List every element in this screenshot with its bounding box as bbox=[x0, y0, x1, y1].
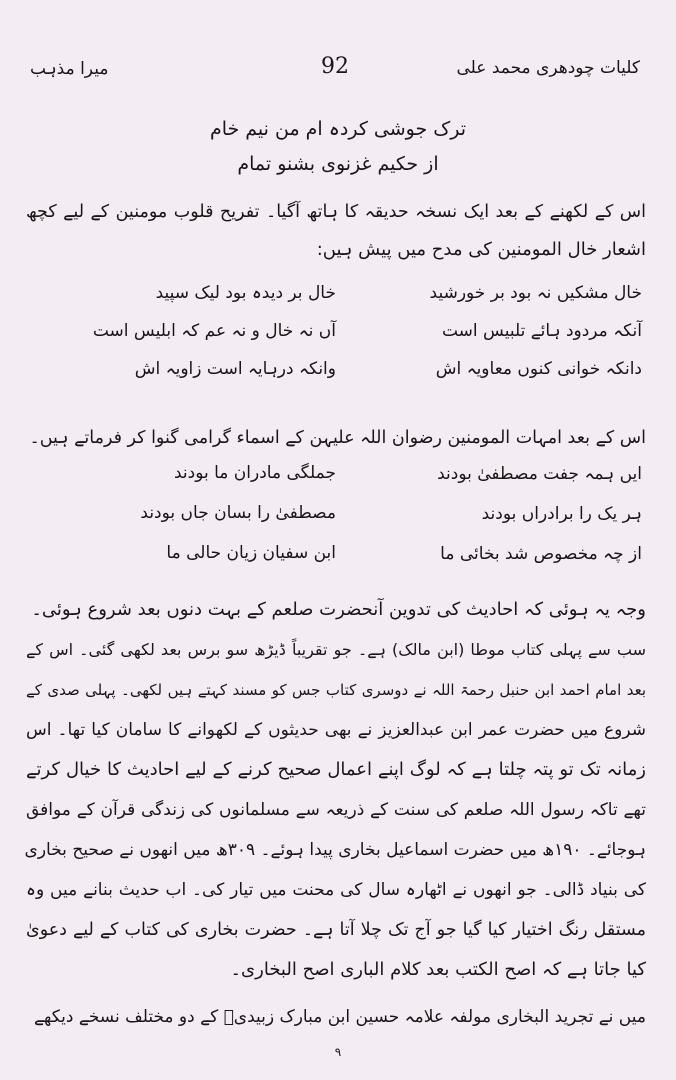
paragraph-line: ہوجائے۔ ۱۹۰ھ میں حضرت اسماعیل بخاری پیدا ہوئے۔ ۳۰۹ھ میں انھوں نے صحیح بخاری bbox=[24, 840, 646, 860]
paragraph-line: شروع میں حضرت عمر ابن عبدالعزیز نے بھی حدیثوں کے لکھوانے کا سامان کیا تھا۔ اس bbox=[26, 720, 646, 740]
chapter-title: میرا مذہب bbox=[30, 59, 109, 79]
paragraph-line: کیا جاتا ہے کہ اصح الکتب بعد کلام الباری اصح البخاری۔ bbox=[230, 959, 646, 980]
paragraph-line: سب سے پہلی کتاب موطا (ابن مالک) ہے۔ جو تقریباً ڈیڑھ سو برس بعد لکھی گئی۔ اس کے bbox=[26, 640, 646, 659]
verse-half: دانکہ خوانی کنوں معاویہ اش bbox=[435, 359, 642, 379]
verse-half: آں نہ خال و نہ عم کہ ابلیس است bbox=[92, 321, 336, 341]
verse-half: ایں ہمہ جفت مصطفیٰ بودند bbox=[437, 464, 642, 484]
paragraph-line: تھے تاکہ رسول اللہ صلعم کی سنت کے ذریعہ سے مسلمانوں کی زندگی قرآن کے موافق bbox=[26, 800, 646, 820]
verse-title-2: از حکیم غزنوی بشنو تمام bbox=[237, 153, 439, 175]
verse-title-1: ترک جوشی کردہ ام من نیم خام bbox=[209, 118, 467, 140]
paragraph-line: اشعار خال المومنین کی مدح میں پیش ہیں: bbox=[316, 239, 646, 260]
paragraph-line: اس کے بعد امہات المومنین رضوان اللہ علیہن کے اسماء گرامی گنوا کر فرماتے ہیں۔ bbox=[29, 428, 646, 448]
verse-half: از چہ مخصوص شد بخائی ما bbox=[440, 544, 642, 564]
page-header bbox=[30, 52, 640, 86]
paragraph-line: کی بنیاد ڈالی۔ جو انھوں نے اٹھارہ سال کی محنت میں تیار کی۔ اب حدیث بنانے میں وہ bbox=[26, 880, 646, 900]
verse-half: وانکہ درہایہ است زاویہ اش bbox=[134, 359, 336, 379]
verse-half: جملگی مادران ما بودند bbox=[173, 463, 336, 483]
page-number: 92 bbox=[321, 54, 349, 79]
paragraph-line: مستقل رنگ اختیار کیا گیا جو آج تک چلا آتا ہے۔ حضرت بخاری کی کتاب کے لیے دعویٰ bbox=[26, 920, 646, 940]
verse-half: خال بر دیدہ بود لیک سپید bbox=[155, 283, 336, 303]
paragraph-line: اس کے لکھنے کے بعد ایک نسخہ حدیقہ کا ہاتھ آگیا۔ تفریح قلوب مومنین کے لیے کچھ bbox=[26, 202, 646, 222]
verse-half: ہر یک را برادراں بودند bbox=[481, 504, 642, 524]
paragraph-line: بعد امام احمد ابن حنبل رحمۃ اللہ نے دوسری کتاب جس کو مسند کہتے ہیں لکھی۔ پہلی صدی کے bbox=[26, 681, 646, 699]
verse-half: خال مشکیں نہ بود بر خورشید bbox=[429, 283, 642, 303]
book-title: کلیات چودھری محمد علی bbox=[456, 58, 640, 78]
paragraph-line: میں نے تجرید البخاری مولفہ علامہ حسین ابن مبارک زبیدیؒ کے دو مختلف نسخے دیکھے bbox=[33, 1007, 646, 1027]
verse-half: ابن سفیان زیان حالی ما bbox=[166, 543, 336, 563]
paragraph-line: زمانہ تک تو پتہ چلتا ہے کہ لوگ اپنے اعمال صحیح کرنے کے لیے احادیث کا خیال کرتے bbox=[26, 759, 646, 780]
paragraph-line: وجہ یہ ہوئی کہ احادیث کی تدوین آنحضرت صلعم کے بہت دنوں بعد شروع ہوئی۔ bbox=[31, 599, 646, 620]
footer-mark: ۹ bbox=[334, 1045, 342, 1059]
verse-half: مصطفیٰ را بسان جاں بودند bbox=[140, 503, 336, 523]
verse-half: آنکہ مردود ہائے تلبیس است bbox=[441, 321, 642, 341]
